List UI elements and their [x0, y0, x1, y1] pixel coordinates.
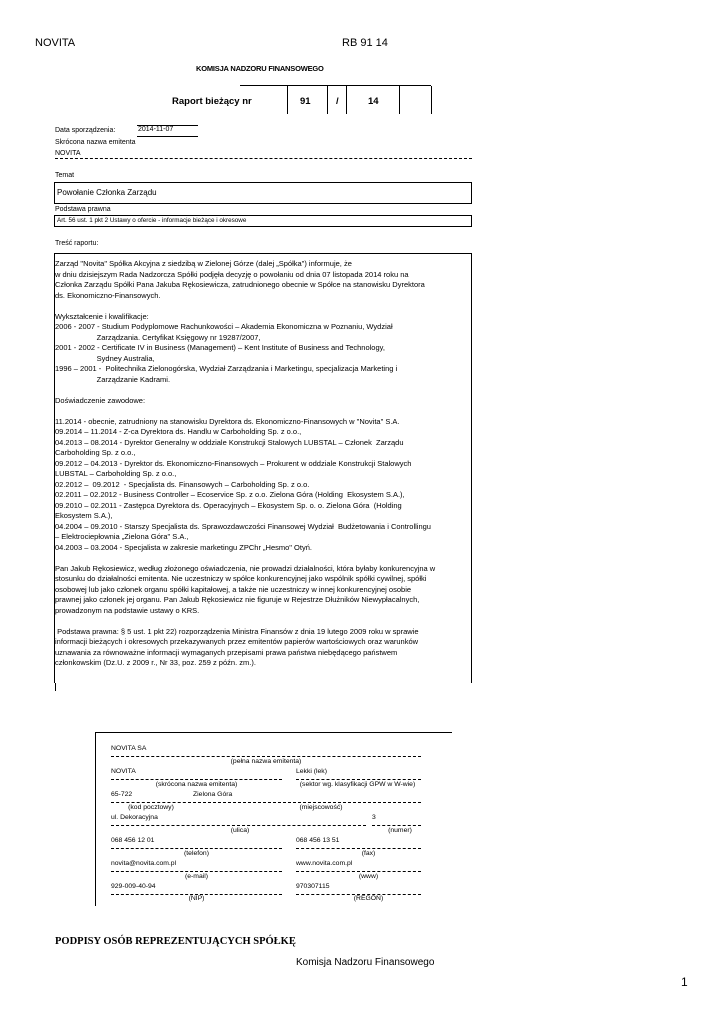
- issuer-street: ul. Dekoracyjna: [111, 814, 366, 826]
- date-value: 2014-11-07: [138, 126, 174, 133]
- content-line: 02.2012 – 09.2012 - Specjalista ds. Finansowych – Carboholding Sp. z o.o.: [55, 479, 310, 489]
- content-line: 04.2013 – 08.2014 - Dyrektor Generalny w oddziale Konstrukcji Stalowych LUBSTAL – Członek Zarządu: [55, 437, 404, 447]
- page-number: 1: [681, 975, 688, 989]
- issuer-fax: 068 456 13 51: [296, 837, 421, 849]
- content-line: członkowskim (Dz.U. z 2009 r., Nr 33, poz. 259 z późn. zm.).: [55, 658, 256, 667]
- content-line: 11.2014 - obecnie, zatrudniony na stanowisku Dyrektora ds. Ekonomiczno-Finansowych w "Novita" S.A.: [55, 416, 400, 426]
- content-line: uznawania za równoważne informacji wymaganych przepisami prawa państwa niebędącego państwem: [55, 647, 398, 657]
- issuer-postal-code-caption: (kod pocztowy): [128, 804, 174, 811]
- issuer-city: Zielona Góra: [193, 791, 421, 803]
- subject-label: Temat: [55, 172, 75, 179]
- issuer-number-caption: (numer): [388, 827, 412, 834]
- subject-box: [54, 182, 472, 204]
- signatures-heading: PODPISY OSÓB REPREZENTUJĄCYCH SPÓŁKĘ: [55, 936, 296, 947]
- issuer-short-name-caption: (skrócona nazwa emitenta): [155, 781, 238, 788]
- report-year: 14: [368, 96, 379, 107]
- issuer-postal-code: 65-722: [111, 791, 191, 803]
- content-line: 09.2014 – 11.2014 - Z-ca Dyrektora ds. Handlu w Carboholding Sp. z o.o.,: [55, 427, 302, 436]
- legal-basis-box: [54, 215, 472, 227]
- content-line: ds. Ekonomiczno-Finansowych.: [55, 290, 161, 300]
- subject-value: Powołanie Członka Zarządu: [57, 188, 157, 197]
- issuer-nip-caption: (NIP): [188, 895, 205, 902]
- issuer-full-name-caption: (pełna nazwa emitenta): [230, 758, 302, 765]
- content-line: Zarządzanie Kadrami.: [55, 374, 171, 384]
- header-company: NOVITA: [35, 37, 76, 49]
- issuer-fax-caption: (fax): [361, 850, 376, 857]
- content-line: stosunku do działalności emitenta. Nie uczestniczy w spółce konkurencyjnej jako wspólnik spółki cywilnej, spółki: [55, 574, 427, 583]
- content-line: Zarządzania. Certyfikat Księgowy nr 19287/2007,: [55, 332, 261, 342]
- content-line: prawnej jako członek jej organu. Pan Jakub Rękosiewicz nie figuruje w Rejestrze Dłużników Niewypłacalnych,: [55, 595, 420, 604]
- issuer-city-caption: (miejscowość): [299, 804, 343, 811]
- content-line: – Elektrociepłownia „Zielona Góra" S.A.,: [55, 532, 189, 541]
- content-line: 09.2010 – 02.2011 - Zastępca Dyrektora ds. Operacyjnych – Ekosystem Sp. o. o. Zielona Góra (Holding: [55, 500, 402, 510]
- issuer-regon-caption: (REGON): [353, 895, 384, 902]
- issuer-short-name: NOVITA: [111, 768, 282, 780]
- content-label: Treść raportu:: [55, 240, 99, 247]
- issuer-sector: Lekki (lek): [296, 768, 421, 780]
- content-line: Ekosystem S.A.),: [55, 511, 113, 520]
- content-line: 2006 - 2007 - Studium Podyplomowe Rachunkowości – Akademia Ekonomiczna w Poznaniu, Wydział: [55, 322, 393, 331]
- date-label: Data sporządzenia:: [55, 127, 116, 134]
- content-line: osobowej lub jako członek organu spółki kapitałowej, a także nie uczestniczy w innej konkurencyjnej osobie: [55, 584, 412, 594]
- content-line: 02.2011 – 02.2012 - Business Controller – Ecoservice Sp. z o.o. Zielona Góra (Holding Ekosystem S.A.),: [55, 490, 405, 499]
- content-line: 2001 - 2002 - Certificate IV in Business (Management) – Kent Institute of Business and Technology,: [55, 343, 385, 352]
- content-line: LUBSTAL – Carboholding Sp. z o.o.,: [55, 469, 177, 478]
- content-line: Pan Jakub Rękosiewicz, według złożonego oświadczenia, nie prowadzi działalności, która byłaby konkurencyjna w: [55, 563, 436, 573]
- issuer-number: 3: [372, 814, 421, 826]
- issuer-email: novita@novita.com.pl: [111, 860, 282, 872]
- footer-authority: Komisja Nadzoru Finansowego: [296, 957, 435, 968]
- content-line: Sydney Australia,: [55, 353, 155, 363]
- content-line: Członka Zarządu Spółki Pana Jakuba Rękosiewicza, zatrudnionego obecnie w Spółce na stanowisku Dyrektora: [55, 280, 425, 289]
- issuer-www-caption: (www): [358, 873, 379, 880]
- short-name-label: Skrócona nazwa emitenta: [55, 139, 136, 146]
- issuer-street-caption: (ulica): [230, 827, 250, 834]
- issuer-phone-caption: (telefon): [184, 850, 209, 857]
- content-line: 04.2004 – 09.2010 - Starszy Specjalista ds. Sprawozdawczości Finansowej Wydział Budżetowania i Controllingu: [55, 521, 431, 531]
- issuer-full-name: NOVITA SA: [111, 745, 421, 757]
- short-name-value: NOVITA: [55, 150, 81, 157]
- issuer-email-caption: (e-mail): [184, 873, 209, 880]
- legal-basis-value: Art. 56 ust. 1 pkt 2 Ustawy o ofercie - informacje bieżące i okresowe: [57, 217, 247, 224]
- content-line: w dniu dzisiejszym Rada Nadzorcza Spółki podjęła decyzję o powołaniu od dnia 07 listopada 2014 roku na: [55, 269, 409, 279]
- report-separator: /: [336, 96, 339, 107]
- report-label: Raport bieżący nr: [172, 96, 252, 107]
- content-line: 1996 – 2001 - Politechnika Zielonogórska, Wydział Zarządzania i Marketingu, specjalizacja Marketing i: [55, 364, 398, 373]
- issuer-phone: 068 456 12 01: [111, 837, 282, 849]
- content-line: Podstawa prawna: § 5 ust. 1 pkt 22) rozporządzenia Ministra Finansów z dnia 19 lutego 2009 roku w sprawie: [55, 626, 419, 636]
- issuer-regon: 970307115: [296, 883, 421, 895]
- legal-basis-label: Podstawa prawna: [55, 206, 111, 213]
- report-number: 91: [300, 96, 311, 107]
- issuer-nip: 929-009-40-94: [111, 883, 282, 895]
- content-line: Carboholding Sp. z o.o.,: [55, 448, 136, 457]
- content-line: 04.2003 – 03.2004 - Specjalista w zakresie marketingu ZPChr „Hesmo" Otyń.: [55, 542, 312, 552]
- issuer-www: www.novita.com.pl: [296, 860, 421, 872]
- issuer-sector-caption: (sektor wg. klasyfikacji GPW w W-wie): [299, 781, 416, 788]
- content-line: informacji bieżących i okresowych przekazywanych przez emitentów papierów wartościowych oraz warunków: [55, 637, 419, 646]
- content-line: prowadzonym na podstawie ustawy o KRS.: [55, 605, 200, 615]
- authority-title: KOMISJA NADZORU FINANSOWEGO: [196, 64, 324, 73]
- content-line: Doświadczenie zawodowe:: [55, 395, 146, 405]
- content-line: Zarząd "Novita" Spółka Akcyjna z siedzibą w Zielonej Górze (dalej „Spółka") informuje, że: [55, 259, 352, 268]
- header-report-code: RB 91 14: [342, 37, 388, 49]
- content-line: 09.2012 – 04.2013 - Dyrektor ds. Ekonomiczno-Finansowych – Prokurent w oddziale Konstrukcji Stalowych: [55, 458, 412, 468]
- content-line: Wykształcenie i kwalifikacje:: [55, 311, 149, 321]
